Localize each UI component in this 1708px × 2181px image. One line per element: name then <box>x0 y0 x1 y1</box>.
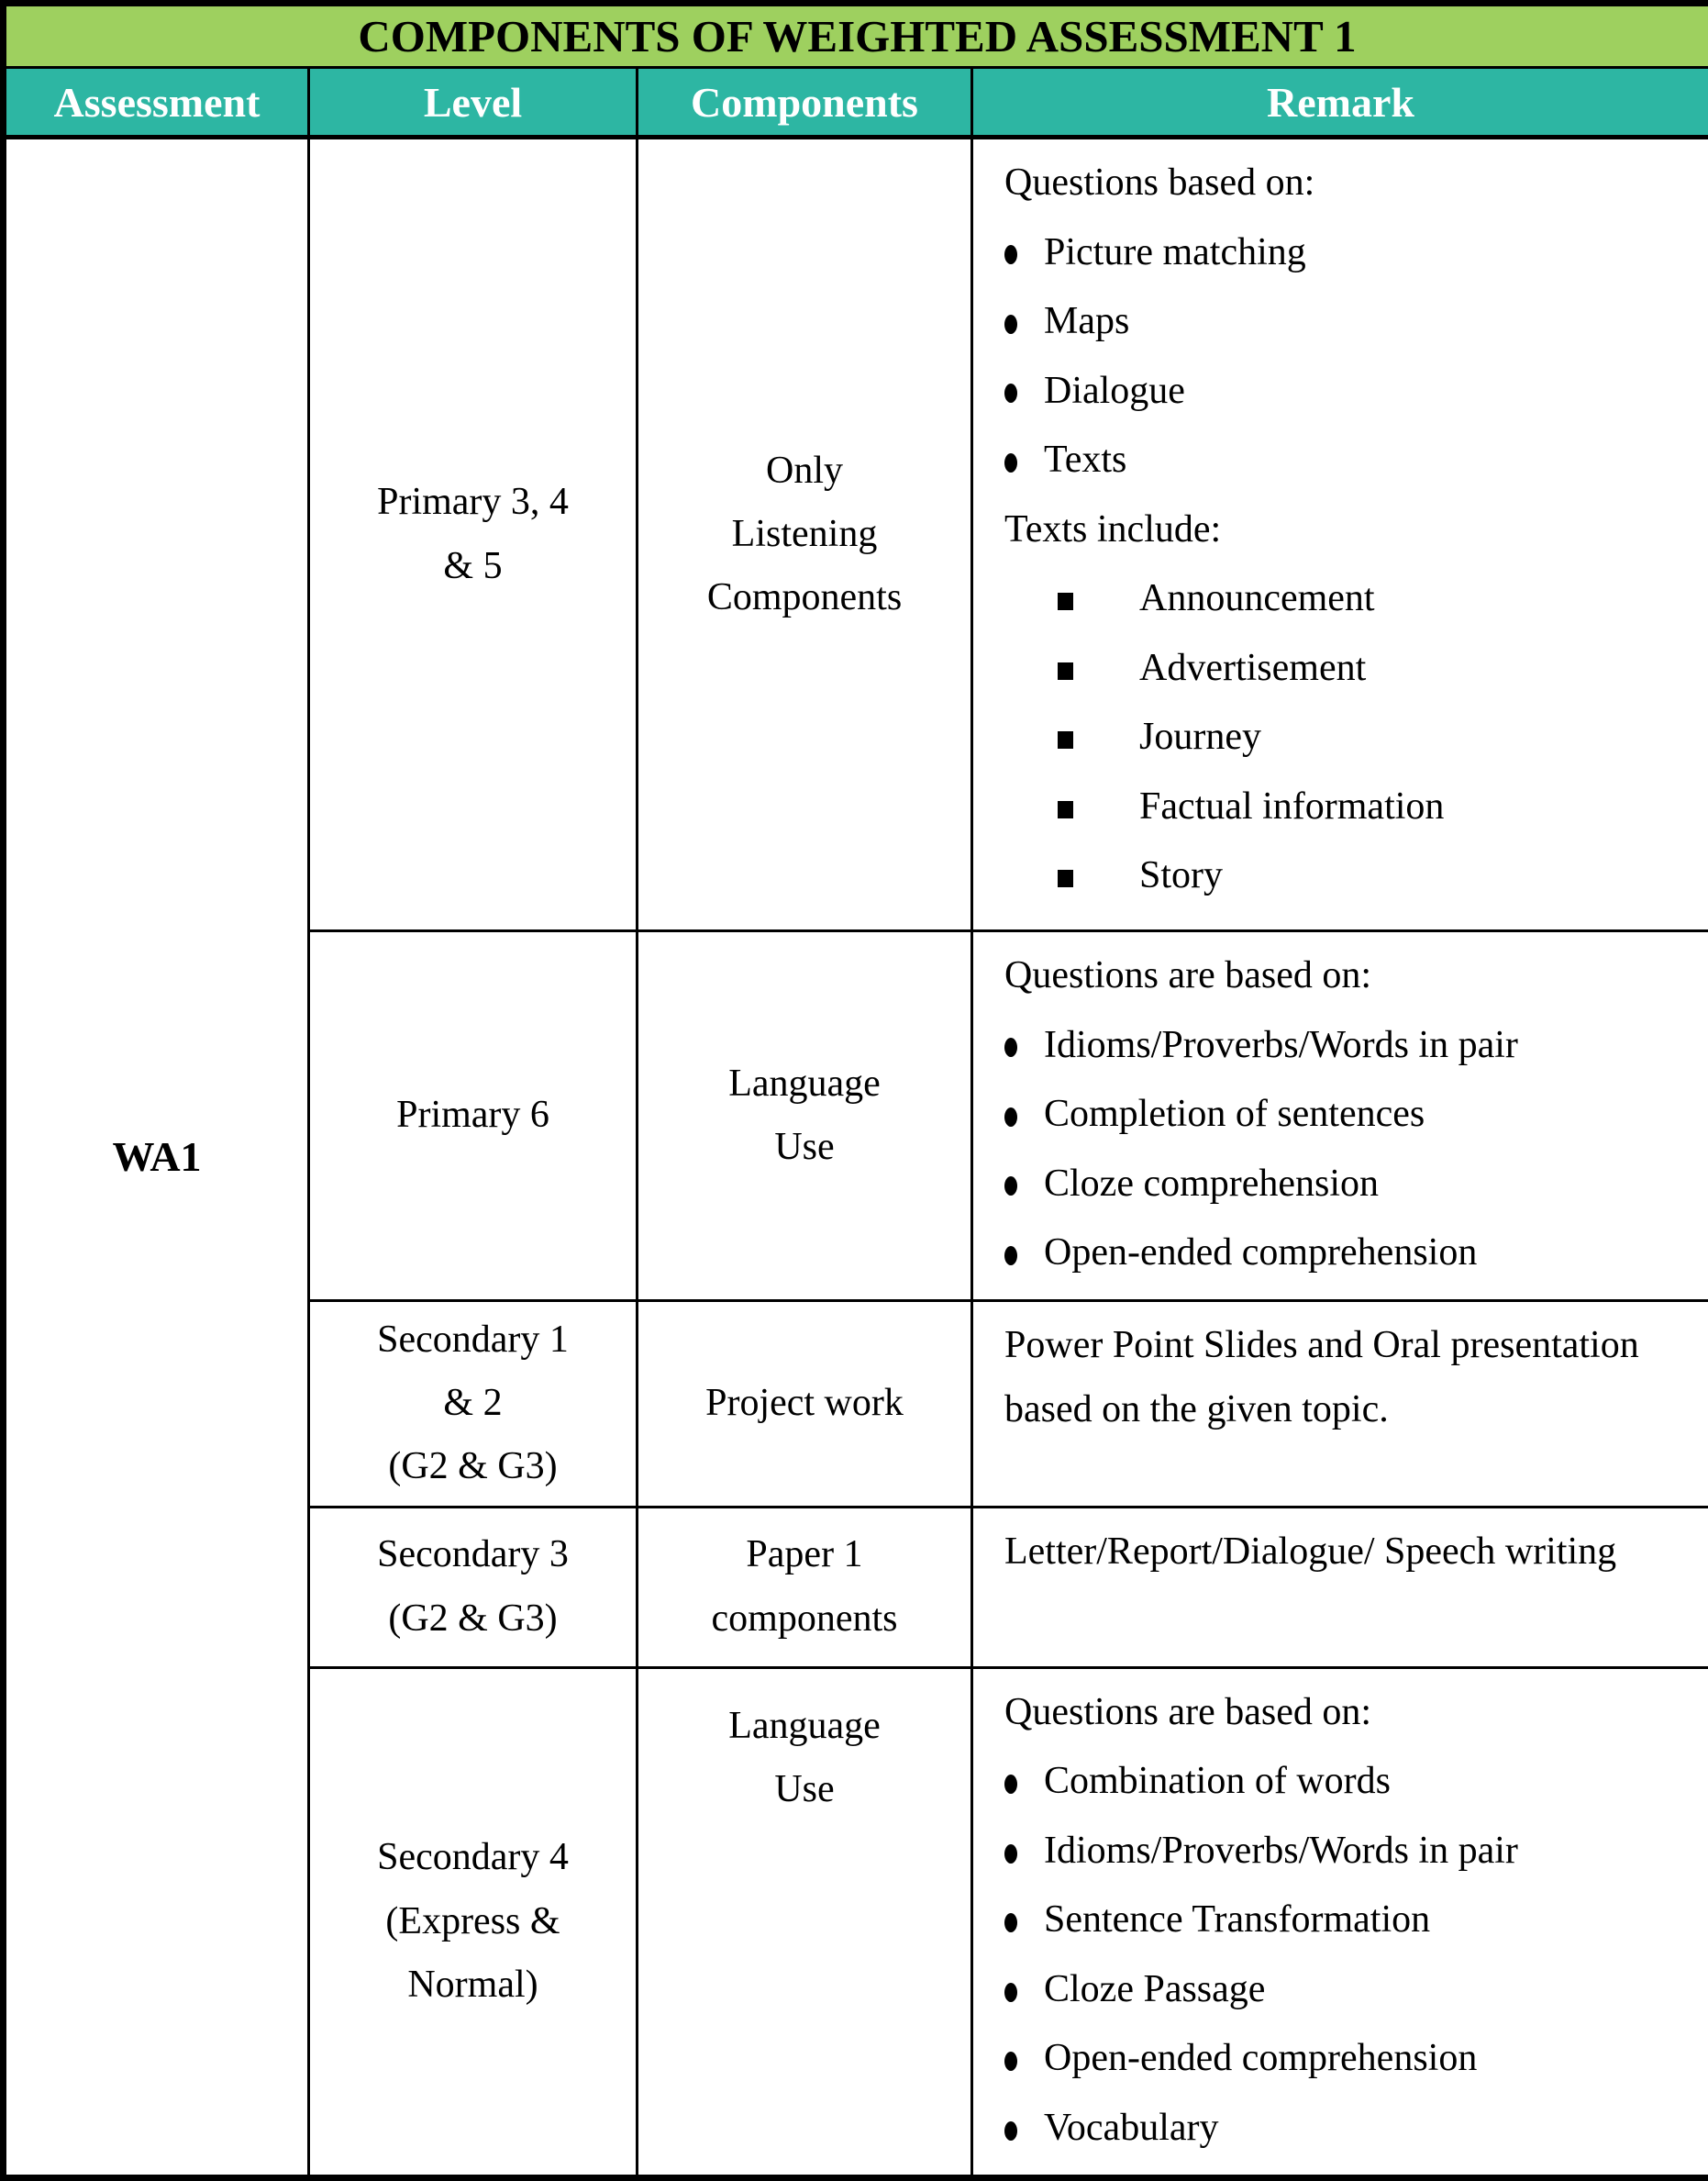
remark-cell <box>972 931 1708 1301</box>
assessment-cell: WA1 <box>4 138 309 2178</box>
remark-cell <box>972 138 1708 931</box>
bullet-icon <box>1004 315 1017 334</box>
bullet-item <box>1004 1819 1699 1884</box>
bullet-item <box>1004 1220 1699 1285</box>
square-bullet-item <box>1058 705 1699 770</box>
bullet-icon <box>1004 1913 1017 1932</box>
components-line: components <box>638 1587 970 1651</box>
components-line: Use <box>638 1116 970 1179</box>
components-cell <box>638 1507 972 1667</box>
square-bullet-item <box>1058 843 1699 908</box>
bullet-item <box>1004 1013 1699 1078</box>
bullet-icon <box>1004 1775 1017 1794</box>
remark-intro: Questions based on: <box>1004 150 1699 216</box>
bullet-item <box>1004 289 1699 354</box>
square-bullet-item <box>1058 774 1699 840</box>
remark-cell <box>972 1300 1708 1507</box>
square-bullet-item <box>1058 566 1699 631</box>
bullet-icon <box>1004 1107 1017 1127</box>
bullet-label: Texts <box>1044 428 1126 493</box>
square-bullet-item <box>1058 636 1699 701</box>
bullet-label: Vocabulary <box>1044 2096 1219 2161</box>
components-cell <box>638 1300 972 1507</box>
column-header-remark: Remark <box>972 68 1708 138</box>
remark-intro: Questions are based on: <box>1004 943 1699 1008</box>
components-line: Listening <box>638 503 970 566</box>
remark-cell <box>972 1667 1708 2177</box>
table-title: COMPONENTS OF WEIGHTED ASSESSMENT 1 <box>4 4 1708 68</box>
bullet-icon <box>1004 1983 1017 2002</box>
bullet-label: Open-ended comprehension <box>1044 2026 1477 2091</box>
components-cell <box>638 138 972 931</box>
remark-cell <box>972 1507 1708 1667</box>
components-line: Language <box>638 1052 970 1116</box>
level-line: (G2 & G3) <box>310 1435 636 1498</box>
level-cell <box>309 138 638 931</box>
bullet-label: Maps <box>1044 289 1129 354</box>
bullet-label: Idioms/Proverbs/Words in pair <box>1044 1819 1518 1884</box>
components-line: Paper 1 <box>638 1523 970 1586</box>
bullet-label: Open-ended comprehension <box>1044 1220 1477 1285</box>
remark-intro: Questions are based on: <box>1004 1680 1699 1745</box>
bullet-item <box>1004 1957 1699 2022</box>
bullet-icon <box>1004 453 1017 473</box>
components-line: Only <box>638 440 970 503</box>
components-line: Language <box>638 1695 970 1758</box>
bullet-icon <box>1004 2052 1017 2071</box>
remark-text: Letter/Report/Dialogue/ Speech writing <box>1004 1519 1699 1585</box>
bullet-icon <box>1004 384 1017 403</box>
level-line: & 2 <box>310 1372 636 1435</box>
bullet-item <box>1004 1749 1699 1814</box>
square-bullet-icon <box>1058 662 1073 680</box>
bullet-item <box>1004 1082 1699 1147</box>
square-bullet-label: Factual information <box>1139 774 1444 840</box>
bullet-label: Picture matching <box>1044 220 1306 285</box>
level-cell <box>309 1667 638 2177</box>
square-bullet-label: Advertisement <box>1139 636 1366 701</box>
bullet-item <box>1004 2096 1699 2161</box>
level-cell <box>309 1507 638 1667</box>
bullet-icon <box>1004 245 1017 264</box>
level-line: Secondary 1 <box>310 1308 636 1372</box>
level-line: (G2 & G3) <box>310 1587 636 1651</box>
square-bullet-icon <box>1058 731 1073 749</box>
square-bullet-icon <box>1058 801 1073 818</box>
bullet-item <box>1004 359 1699 424</box>
bullet-icon <box>1004 1038 1017 1057</box>
table-row <box>4 138 1708 931</box>
components-cell <box>638 931 972 1301</box>
level-line: Primary 3, 4 <box>310 471 636 534</box>
bullet-label: Cloze Passage <box>1044 1957 1265 2022</box>
level-line: Primary 6 <box>310 1084 636 1147</box>
square-bullet-label: Journey <box>1139 705 1261 770</box>
column-header-components: Components <box>638 68 972 138</box>
bullet-item <box>1004 220 1699 285</box>
bullet-label: Combination of words <box>1044 1749 1391 1814</box>
bullet-icon <box>1004 1176 1017 1196</box>
level-line: & 5 <box>310 535 636 598</box>
level-cell <box>309 1300 638 1507</box>
remark-sub-intro: Texts include: <box>1004 497 1699 562</box>
level-line: Secondary 3 <box>310 1523 636 1586</box>
bullet-icon <box>1004 2121 1017 2141</box>
components-line: Project work <box>638 1372 970 1435</box>
bullet-label: Idioms/Proverbs/Words in pair <box>1044 1013 1518 1078</box>
bullet-label: Dialogue <box>1044 359 1185 424</box>
level-line: Secondary 4 <box>310 1826 636 1889</box>
square-bullet-icon <box>1058 593 1073 610</box>
bullet-label: Cloze comprehension <box>1044 1152 1379 1217</box>
bullet-item <box>1004 1887 1699 1953</box>
column-header-level: Level <box>309 68 638 138</box>
components-line: Components <box>638 566 970 629</box>
square-bullet-label: Story <box>1139 843 1223 908</box>
components-line: Use <box>638 1758 970 1821</box>
bullet-icon <box>1004 1246 1017 1265</box>
bullet-label: Completion of sentences <box>1044 1082 1425 1147</box>
level-line: (Express & <box>310 1890 636 1953</box>
bullet-item <box>1004 428 1699 493</box>
remark-text: Power Point Slides and Oral presentation based on the given topic. <box>1004 1313 1699 1442</box>
bullet-item <box>1004 1152 1699 1217</box>
square-bullet-label: Announcement <box>1139 566 1375 631</box>
components-cell <box>638 1667 972 2177</box>
level-line: Normal) <box>310 1953 636 2017</box>
square-bullet-icon <box>1058 870 1073 887</box>
bullet-item <box>1004 2026 1699 2091</box>
level-cell <box>309 931 638 1301</box>
column-header-assessment: Assessment <box>4 68 309 138</box>
bullet-icon <box>1004 1844 1017 1864</box>
bullet-label: Sentence Transformation <box>1044 1887 1430 1953</box>
